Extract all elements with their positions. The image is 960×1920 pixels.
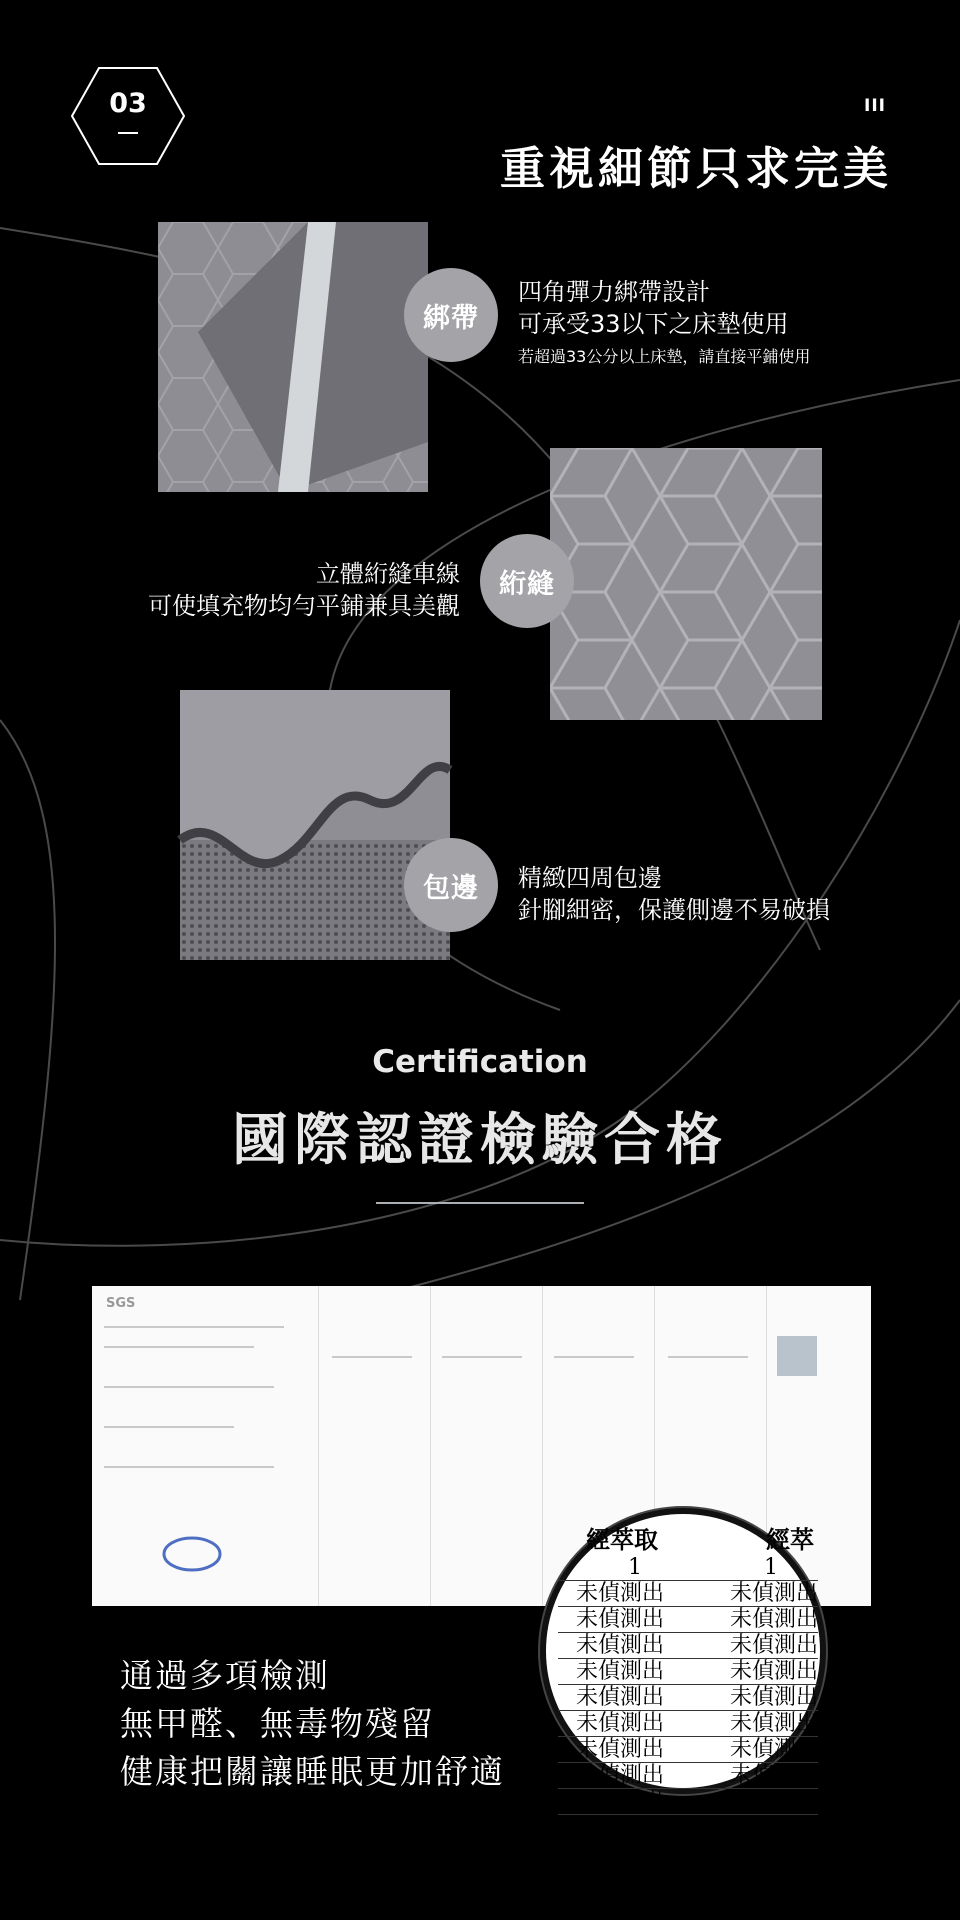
result-cell: 未偵測出 — [576, 1763, 665, 1788]
fabric-sample-thumb — [777, 1336, 817, 1376]
title-divider — [376, 1202, 584, 1204]
result-cell: 未偵測出 — [729, 1581, 818, 1606]
badge-dash — [118, 132, 138, 134]
result-cell: 未偵測出 — [729, 1737, 818, 1762]
section-number-badge — [70, 66, 186, 166]
strap-tag: 綁帶 — [404, 268, 498, 362]
result-cell: 未偵測出 — [729, 1763, 818, 1788]
certification-title: 國際認證檢驗合格 — [232, 1108, 728, 1173]
result-cell: 未偵測出 — [576, 1789, 665, 1814]
result-row — [558, 1736, 818, 1762]
strap-description — [518, 276, 810, 370]
quilting-line-2: 可使填充物均勻平鋪兼具美觀 — [148, 592, 460, 620]
quilting-description — [100, 558, 460, 622]
column-number-2: 1 — [764, 1555, 778, 1580]
strap-line-2: 可承受33以下之床墊使用 — [518, 310, 789, 338]
edge-line-1: 精緻四周包邊 — [518, 864, 662, 892]
section-title: 重視細節只求完美 — [499, 142, 892, 195]
result-row — [558, 1814, 818, 1840]
magnified-report-table — [558, 1520, 818, 1840]
result-cell: 未偵測出 — [729, 1789, 818, 1814]
result-cell: 未偵測出 — [576, 1737, 665, 1762]
quilting-photo — [550, 448, 822, 720]
result-cell: 未偵測出 — [576, 1659, 665, 1684]
report-page-1 — [92, 1286, 318, 1606]
result-cell: 未偵測出 — [729, 1607, 818, 1632]
report-page-2 — [318, 1286, 431, 1606]
result-row — [558, 1632, 818, 1658]
result-row — [558, 1762, 818, 1788]
result-cell: 未偵測出 — [729, 1711, 818, 1736]
quilting-line-1: 立體絎縫車線 — [316, 560, 460, 588]
edge-binding-tag: 包邊 — [404, 838, 498, 932]
section-mark: III — [864, 96, 886, 116]
result-cell: 未偵測出 — [576, 1815, 665, 1840]
result-cell: 未偵測出 — [576, 1633, 665, 1658]
result-row — [558, 1710, 818, 1736]
result-cell: 未偵測出 — [729, 1633, 818, 1658]
result-cell: 未偵測出 — [576, 1711, 665, 1736]
column-header-1: 經萃取 — [586, 1525, 658, 1554]
summary-line-3: 健康把關讓睡眠更加舒適 — [120, 1752, 505, 1791]
sgs-stamp-icon — [162, 1534, 222, 1574]
certification-english-title: Certification — [372, 1044, 588, 1080]
result-rows — [558, 1580, 818, 1840]
edge-line-2: 針腳細密，保護側邊不易破損 — [518, 896, 830, 924]
edge-binding-description — [518, 862, 830, 926]
magnifier-lens — [540, 1508, 826, 1840]
column-number-1: 1 — [628, 1555, 642, 1580]
result-row — [558, 1580, 818, 1606]
summary-line-2: 無甲醛、無毒物殘留 — [120, 1704, 435, 1743]
result-cell: 未偵測出 — [576, 1685, 665, 1710]
sgs-logo: SGS — [106, 1296, 136, 1311]
result-cell: 未偵測出 — [576, 1581, 665, 1606]
result-row — [558, 1658, 818, 1684]
section-number: 03 — [109, 88, 147, 119]
strap-note: 若超過33公分以上床墊，請直接平鋪使用 — [518, 347, 811, 366]
summary-text — [120, 1652, 505, 1796]
strap-photo — [158, 222, 428, 492]
result-row — [558, 1684, 818, 1710]
result-cell: 未偵測出 — [729, 1685, 818, 1710]
report-page-3 — [430, 1286, 543, 1606]
summary-line-1: 通過多項檢測 — [120, 1656, 330, 1695]
result-row — [558, 1788, 818, 1814]
quilting-tag: 絎縫 — [480, 534, 574, 628]
result-cell: 未偵測出 — [729, 1815, 818, 1840]
edge-binding-photo — [180, 690, 450, 960]
result-cell: 未偵測出 — [729, 1659, 818, 1684]
result-row — [558, 1606, 818, 1632]
strap-line-1: 四角彈力綁帶設計 — [518, 278, 710, 306]
column-header-2: 經萃 — [766, 1525, 814, 1554]
result-cell: 未偵測出 — [576, 1607, 665, 1632]
